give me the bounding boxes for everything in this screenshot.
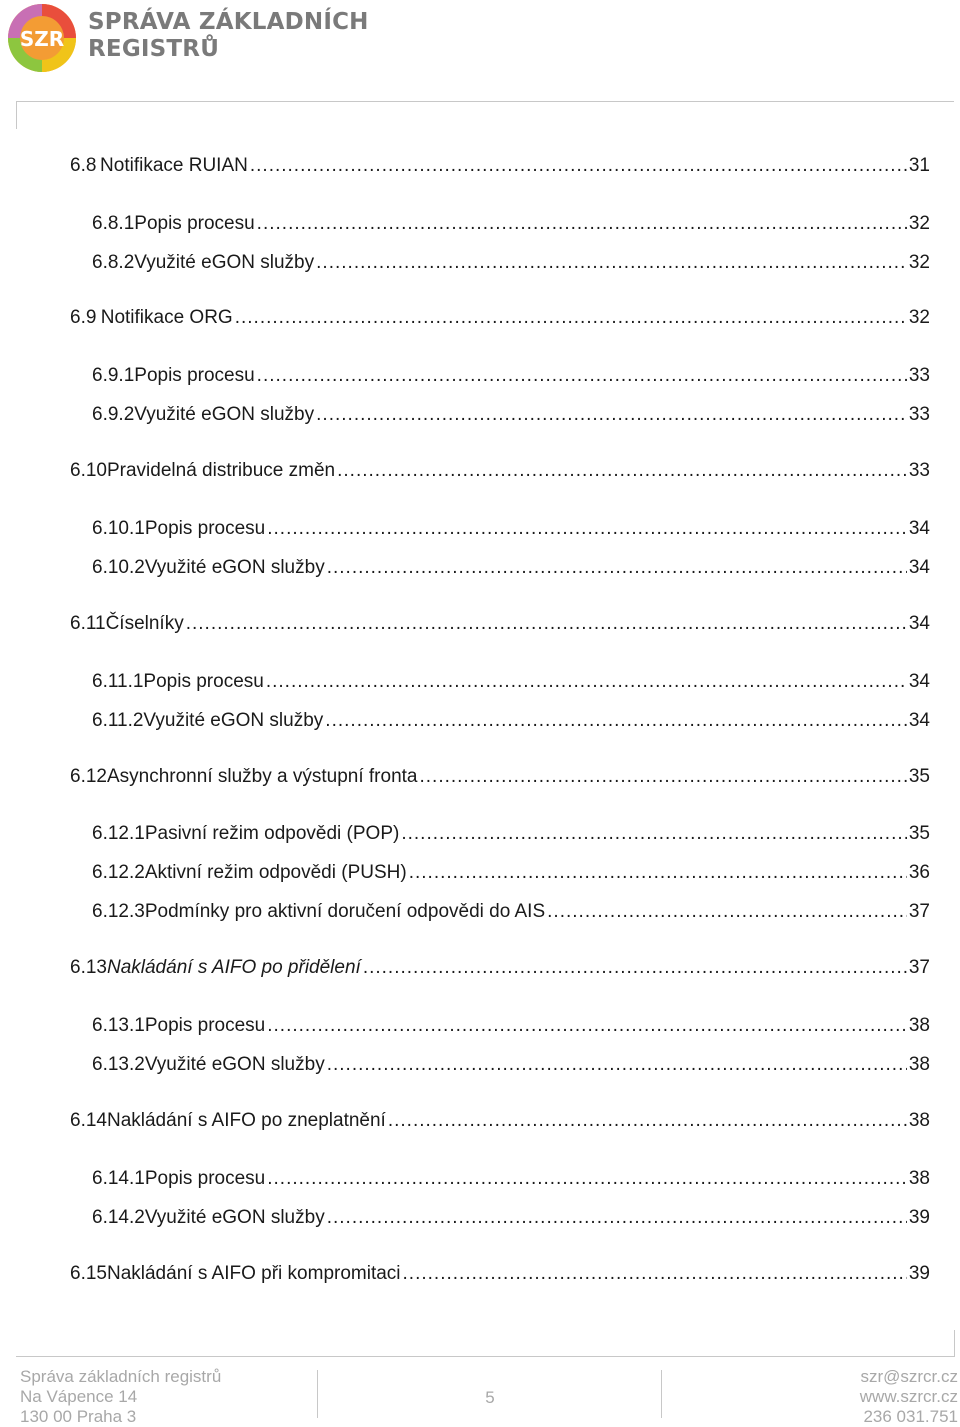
toc-entry-title: Pasivní režim odpovědi (POP): [144, 823, 400, 844]
toc-leader-dots: [316, 404, 907, 426]
toc-entry-number: 6.10.2: [92, 557, 145, 578]
toc-entry[interactable]: [92, 823, 930, 849]
toc-entry[interactable]: [92, 213, 930, 239]
toc-entry-page: 32: [908, 307, 930, 328]
toc-entry-number: 6.9.2: [92, 404, 135, 425]
toc-leader-dots: [419, 766, 906, 788]
toc-entry-page: 33: [908, 404, 930, 425]
toc-entry-page: 38: [908, 1054, 930, 1075]
toc-entry-page: 35: [908, 766, 930, 787]
toc-leader-dots: [267, 518, 907, 540]
toc-entry-title: Popis procesu: [134, 213, 255, 234]
toc-entry-title: Využité eGON služby: [134, 252, 315, 273]
toc-entry-number: 6.10.1: [92, 518, 145, 539]
toc-entry-page: 37: [908, 901, 930, 922]
toc-leader-dots: [337, 460, 907, 482]
toc-entry-number: 6.13: [70, 957, 107, 978]
toc-leader-dots: [266, 671, 907, 693]
brand-line-1: SPRÁVA ZÁKLADNÍCH: [88, 9, 369, 35]
toc-leader-dots: [257, 365, 907, 387]
toc-entry-page: 34: [908, 557, 930, 578]
toc-entry-page: 33: [908, 365, 930, 386]
toc-entry-title: Číselníky: [105, 613, 184, 634]
toc-entry-page: 33: [908, 460, 930, 481]
toc-entry[interactable]: [92, 1054, 930, 1080]
toc-leader-dots: [235, 307, 907, 329]
toc-leader-dots: [316, 252, 907, 274]
footer-web[interactable]: www.szrcr.cz: [859, 1387, 958, 1406]
toc-entry-number: 6.8: [70, 155, 97, 176]
toc-entry-title: Využité eGON služby: [144, 1054, 325, 1075]
footer-email[interactable]: szr@szrcr.cz: [860, 1367, 958, 1386]
toc-entry[interactable]: [92, 671, 930, 697]
footer-separator-right: [661, 1370, 662, 1418]
toc-leader-dots: [267, 1168, 907, 1190]
toc-entry[interactable]: [92, 1207, 930, 1233]
toc-entry-number: 6.14.1: [92, 1168, 145, 1189]
toc-entry-page: 38: [908, 1015, 930, 1036]
footer-corner-mark: [954, 1330, 955, 1357]
toc-entry[interactable]: [92, 710, 930, 736]
toc-leader-dots: [327, 1054, 907, 1076]
toc-leader-dots: [250, 155, 907, 177]
toc-entry-number: 6.15: [70, 1263, 107, 1284]
footer-page-number: 5: [485, 1388, 495, 1407]
toc-entry[interactable]: [92, 252, 930, 278]
toc-leader-dots: [186, 613, 907, 635]
toc-entry-number: 6.12.1: [92, 823, 145, 844]
footer-street: Na Vápence 14: [20, 1387, 138, 1406]
toc-entry-number: 6.14: [70, 1110, 107, 1131]
toc-leader-dots: [327, 1207, 907, 1229]
toc-leader-dots: [403, 1263, 907, 1285]
toc-leader-dots: [327, 557, 907, 579]
toc-leader-dots: [388, 1110, 907, 1132]
toc-entry-number: 6.11: [70, 613, 106, 634]
toc-entry-title: Popis procesu: [144, 518, 266, 539]
toc-entry-page: 39: [908, 1207, 930, 1228]
toc-entry[interactable]: [92, 365, 930, 391]
toc-entry-title: Popis procesu: [144, 1015, 266, 1036]
footer-contact: [860, 1367, 958, 1427]
header-corner-mark: [16, 101, 17, 129]
toc-entry-page: 35: [908, 823, 930, 844]
toc-entry[interactable]: [92, 518, 930, 544]
toc-entry[interactable]: [92, 557, 930, 583]
toc-entry-number: 6.9: [70, 307, 97, 328]
toc-leader-dots: [547, 901, 907, 923]
toc-leader-dots: [363, 957, 907, 979]
footer-city: 130 00 Praha 3: [20, 1407, 137, 1426]
brand-line-2: REGISTRŮ: [88, 36, 220, 62]
toc-entry[interactable]: [92, 862, 930, 888]
toc-entry-page: 31: [908, 155, 930, 176]
brand-name: [88, 9, 369, 63]
toc-entry-page: 34: [908, 710, 930, 731]
toc-entry-title: Nakládání s AIFO při kompromitaci: [106, 1263, 401, 1284]
toc-entry[interactable]: [70, 460, 930, 486]
footer-address: [20, 1367, 221, 1427]
toc-entry-page: 32: [908, 252, 930, 273]
footer-org-name: Správa základních registrů: [20, 1367, 222, 1386]
header-divider: [16, 101, 954, 102]
toc-entry[interactable]: [92, 1015, 930, 1041]
toc-entry-number: 6.9.1: [92, 365, 135, 386]
toc-entry-number: 6.11.1: [92, 671, 144, 692]
footer-separator-left: [317, 1370, 318, 1418]
toc-entry[interactable]: [92, 901, 930, 927]
toc-entry-page: 32: [908, 213, 930, 234]
toc-entry-number: 6.14.2: [92, 1207, 145, 1228]
toc-entry[interactable]: [92, 404, 930, 430]
toc-entry-title: Popis procesu: [134, 365, 255, 386]
footer-phone: 236 031.751: [863, 1407, 958, 1426]
szr-logo: [6, 2, 78, 74]
toc-entry-page: 34: [908, 518, 930, 539]
toc-entry-title: Nakládání s AIFO po přidělení: [106, 957, 361, 978]
toc-entry[interactable]: [70, 155, 930, 181]
toc-leader-dots: [409, 862, 907, 884]
toc-entry-page: 34: [908, 613, 930, 634]
toc-entry-title: Využité eGON služby: [144, 557, 325, 578]
logo-text: SZR: [19, 27, 65, 51]
toc-entry[interactable]: [70, 1263, 930, 1289]
toc-entry-title: Asynchronní služby a výstupní fronta: [106, 766, 418, 787]
toc-entry-page: 38: [908, 1168, 930, 1189]
toc-entry-title: Nakládání s AIFO po zneplatnění: [106, 1110, 386, 1131]
toc-entry[interactable]: [70, 766, 930, 792]
toc-entry[interactable]: [70, 1110, 930, 1136]
toc-entry-page: 37: [908, 957, 930, 978]
toc-entry-number: 6.8.1: [92, 213, 135, 234]
toc-entry-number: 6.10: [70, 460, 107, 481]
toc-entry-title: Aktivní režim odpovědi (PUSH): [144, 862, 407, 883]
toc-entry-number: 6.11.2: [92, 710, 144, 731]
toc-entry-page: 38: [908, 1110, 930, 1131]
toc-entry-title: Využité eGON služby: [144, 1207, 325, 1228]
toc-entry-number: 6.12.3: [92, 901, 145, 922]
toc-entry-page: 34: [908, 671, 930, 692]
toc-entry-number: 6.12.2: [92, 862, 145, 883]
toc-leader-dots: [401, 823, 907, 845]
toc-entry-title: Notifikace RUIAN: [100, 155, 248, 176]
toc-entry-number: 6.12: [70, 766, 107, 787]
toc-entry[interactable]: [92, 1168, 930, 1194]
toc-entry-page: 36: [908, 862, 930, 883]
toc-entry-number: 6.8.2: [92, 252, 135, 273]
toc-entry-title: Pravidelná distribuce změn: [106, 460, 336, 481]
toc-entry-page: 39: [908, 1263, 930, 1284]
toc-entry-number: 6.13.1: [92, 1015, 145, 1036]
toc-entry-title: Využité eGON služby: [134, 404, 315, 425]
toc-entry-title: Využité eGON služby: [143, 710, 324, 731]
footer-divider: [16, 1356, 954, 1357]
toc-entry-number: 6.13.2: [92, 1054, 145, 1075]
toc-leader-dots: [257, 213, 907, 235]
toc-entry[interactable]: [70, 957, 930, 983]
toc-entry-title: Notifikace ORG: [100, 307, 233, 328]
toc-leader-dots: [325, 710, 907, 732]
toc-entry-title: Popis procesu: [143, 671, 264, 692]
toc-entry-title: Podmínky pro aktivní doručení odpovědi do AIS: [144, 901, 546, 922]
toc-leader-dots: [267, 1015, 907, 1037]
toc-entry[interactable]: [70, 613, 930, 639]
toc-entry[interactable]: [70, 307, 930, 333]
toc-entry-title: Popis procesu: [144, 1168, 266, 1189]
